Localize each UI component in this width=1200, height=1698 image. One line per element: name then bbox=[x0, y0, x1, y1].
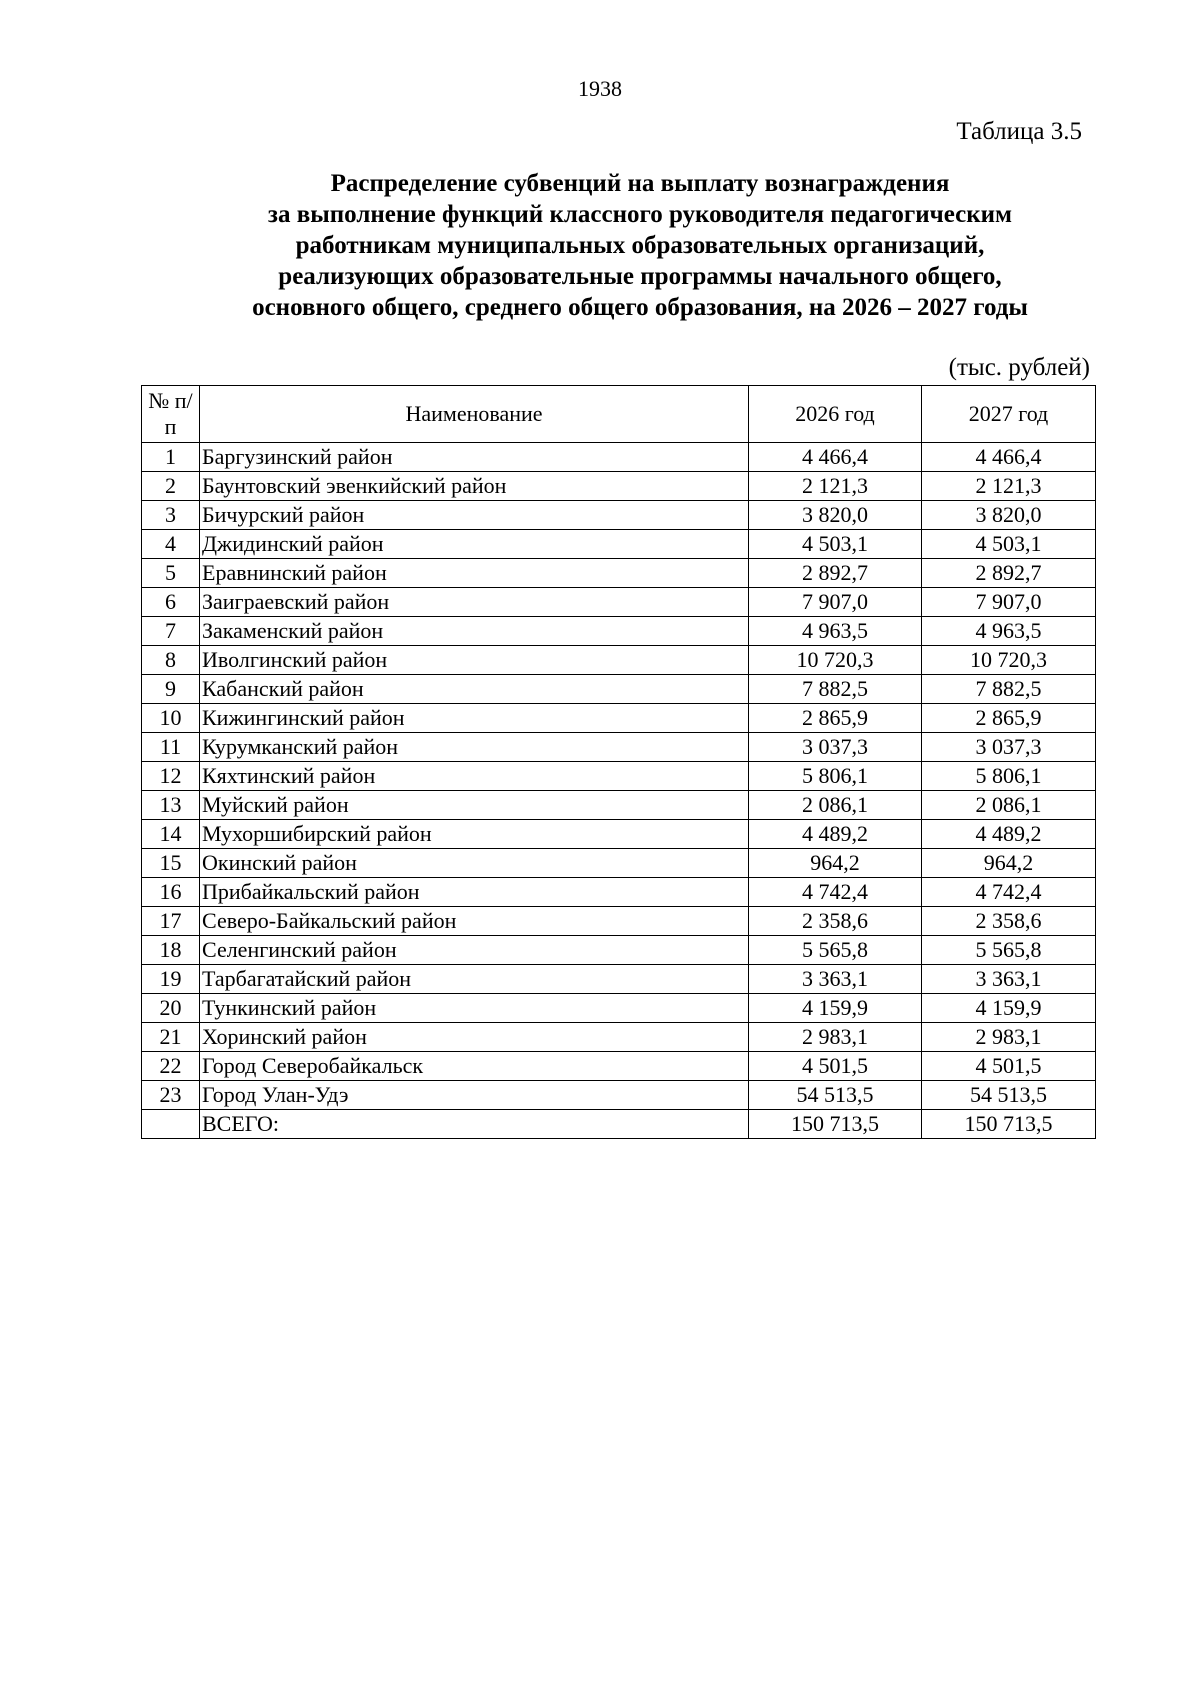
row-name: Селенгинский район bbox=[200, 936, 749, 965]
title-line: основного общего, среднего общего образования, на 2026 – 2027 годы bbox=[252, 294, 1028, 321]
row-value-2026: 10 720,3 bbox=[749, 646, 922, 675]
row-number: 18 bbox=[142, 936, 200, 965]
row-name: Курумканский район bbox=[200, 733, 749, 762]
row-value-2027: 4 466,4 bbox=[922, 443, 1096, 472]
row-number: 21 bbox=[142, 1023, 200, 1052]
row-name: Джидинский район bbox=[200, 530, 749, 559]
table-row bbox=[142, 849, 1096, 878]
table-row bbox=[142, 530, 1096, 559]
row-number: 7 bbox=[142, 617, 200, 646]
header-2026: 2026 год bbox=[749, 386, 922, 443]
row-name: Еравнинский район bbox=[200, 559, 749, 588]
title-line: Распределение субвенций на выплату вознаграждения bbox=[330, 170, 950, 197]
row-value-2027: 2 358,6 bbox=[922, 907, 1096, 936]
row-value-2027: 2 892,7 bbox=[922, 559, 1096, 588]
total-value-2026: 150 713,5 bbox=[749, 1110, 922, 1139]
table-row bbox=[142, 994, 1096, 1023]
row-value-2027: 3 037,3 bbox=[922, 733, 1096, 762]
row-value-2027: 3 363,1 bbox=[922, 965, 1096, 994]
row-value-2026: 7 882,5 bbox=[749, 675, 922, 704]
row-value-2026: 2 865,9 bbox=[749, 704, 922, 733]
row-name: Кижингинский район bbox=[200, 704, 749, 733]
row-value-2027: 4 489,2 bbox=[922, 820, 1096, 849]
table-row bbox=[142, 646, 1096, 675]
row-number: 10 bbox=[142, 704, 200, 733]
row-value-2026: 4 466,4 bbox=[749, 443, 922, 472]
header-num: № п/п bbox=[142, 386, 200, 443]
table-row bbox=[142, 762, 1096, 791]
row-number: 4 bbox=[142, 530, 200, 559]
row-value-2027: 7 907,0 bbox=[922, 588, 1096, 617]
row-number: 15 bbox=[142, 849, 200, 878]
row-name: Хоринский район bbox=[200, 1023, 749, 1052]
row-number: 9 bbox=[142, 675, 200, 704]
row-value-2027: 2 086,1 bbox=[922, 791, 1096, 820]
row-value-2027: 5 565,8 bbox=[922, 936, 1096, 965]
row-number: 1 bbox=[142, 443, 200, 472]
row-value-2026: 2 983,1 bbox=[749, 1023, 922, 1052]
header-2027: 2027 год bbox=[922, 386, 1096, 443]
table-row bbox=[142, 791, 1096, 820]
table-row bbox=[142, 1052, 1096, 1081]
row-value-2027: 964,2 bbox=[922, 849, 1096, 878]
row-number: 19 bbox=[142, 965, 200, 994]
row-value-2026: 4 963,5 bbox=[749, 617, 922, 646]
row-value-2026: 2 121,3 bbox=[749, 472, 922, 501]
total-value-2027: 150 713,5 bbox=[922, 1110, 1096, 1139]
total-label: ВСЕГО: bbox=[200, 1110, 749, 1139]
table-row bbox=[142, 675, 1096, 704]
row-name: Кабанский район bbox=[200, 675, 749, 704]
row-value-2027: 3 820,0 bbox=[922, 501, 1096, 530]
row-value-2027: 4 503,1 bbox=[922, 530, 1096, 559]
row-value-2027: 2 865,9 bbox=[922, 704, 1096, 733]
table-row bbox=[142, 733, 1096, 762]
row-name: Мухоршибирский район bbox=[200, 820, 749, 849]
row-number: 11 bbox=[142, 733, 200, 762]
row-name: Город Северобайкальск bbox=[200, 1052, 749, 1081]
row-name: Баргузинский район bbox=[200, 443, 749, 472]
row-name: Иволгинский район bbox=[200, 646, 749, 675]
table-row bbox=[142, 559, 1096, 588]
row-number: 16 bbox=[142, 878, 200, 907]
row-value-2026: 4 503,1 bbox=[749, 530, 922, 559]
row-value-2026: 54 513,5 bbox=[749, 1081, 922, 1110]
row-value-2026: 4 742,4 bbox=[749, 878, 922, 907]
row-name: Прибайкальский район bbox=[200, 878, 749, 907]
row-value-2026: 964,2 bbox=[749, 849, 922, 878]
table-row bbox=[142, 936, 1096, 965]
table-header-row bbox=[142, 386, 1096, 443]
row-value-2027: 5 806,1 bbox=[922, 762, 1096, 791]
row-value-2027: 54 513,5 bbox=[922, 1081, 1096, 1110]
row-name: Окинский район bbox=[200, 849, 749, 878]
row-number: 12 bbox=[142, 762, 200, 791]
row-number: 3 bbox=[142, 501, 200, 530]
row-value-2027: 2 983,1 bbox=[922, 1023, 1096, 1052]
row-value-2026: 3 037,3 bbox=[749, 733, 922, 762]
row-name: Кяхтинский район bbox=[200, 762, 749, 791]
row-number: 6 bbox=[142, 588, 200, 617]
row-number: 14 bbox=[142, 820, 200, 849]
row-number: 13 bbox=[142, 791, 200, 820]
row-number: 22 bbox=[142, 1052, 200, 1081]
row-value-2026: 7 907,0 bbox=[749, 588, 922, 617]
table-row bbox=[142, 704, 1096, 733]
row-value-2026: 2 892,7 bbox=[749, 559, 922, 588]
row-name: Тункинский район bbox=[200, 994, 749, 1023]
page-number: 1938 bbox=[578, 76, 622, 101]
row-value-2027: 4 159,9 bbox=[922, 994, 1096, 1023]
row-name: Муйский район bbox=[200, 791, 749, 820]
row-number: 5 bbox=[142, 559, 200, 588]
title-line: реализующих образовательные программы начального общего, bbox=[278, 263, 1002, 290]
row-value-2026: 5 565,8 bbox=[749, 936, 922, 965]
table-row bbox=[142, 588, 1096, 617]
table-total-row bbox=[142, 1110, 1096, 1139]
row-name: Северо-Байкальский район bbox=[200, 907, 749, 936]
row-value-2026: 5 806,1 bbox=[749, 762, 922, 791]
table-row bbox=[142, 965, 1096, 994]
document-title bbox=[180, 168, 1100, 323]
row-name: Закаменский район bbox=[200, 617, 749, 646]
table-row bbox=[142, 820, 1096, 849]
header-name: Наименование bbox=[200, 386, 749, 443]
table-row bbox=[142, 501, 1096, 530]
title-line: за выполнение функций классного руководителя педагогическим bbox=[267, 201, 1013, 228]
row-name: Тарбагатайский район bbox=[200, 965, 749, 994]
table-row bbox=[142, 1081, 1096, 1110]
row-number: 8 bbox=[142, 646, 200, 675]
row-value-2026: 3 820,0 bbox=[749, 501, 922, 530]
row-value-2027: 4 742,4 bbox=[922, 878, 1096, 907]
subsidy-table bbox=[141, 385, 1096, 1139]
row-number: 17 bbox=[142, 907, 200, 936]
row-name: Бичурский район bbox=[200, 501, 749, 530]
table-row bbox=[142, 1023, 1096, 1052]
row-number: 20 bbox=[142, 994, 200, 1023]
table-label: Таблица 3.5 bbox=[956, 118, 1082, 145]
table-row bbox=[142, 907, 1096, 936]
table-body bbox=[142, 443, 1096, 1139]
row-value-2027: 7 882,5 bbox=[922, 675, 1096, 704]
row-name: Город Улан-Удэ bbox=[200, 1081, 749, 1110]
row-value-2026: 4 489,2 bbox=[749, 820, 922, 849]
title-line: работникам муниципальных образовательных организаций, bbox=[295, 232, 985, 259]
row-value-2026: 2 358,6 bbox=[749, 907, 922, 936]
row-name: Заиграевский район bbox=[200, 588, 749, 617]
table-row bbox=[142, 443, 1096, 472]
row-name: Баунтовский эвенкийский район bbox=[200, 472, 749, 501]
row-value-2026: 4 501,5 bbox=[749, 1052, 922, 1081]
table-row bbox=[142, 472, 1096, 501]
total-number bbox=[142, 1110, 200, 1139]
row-value-2027: 10 720,3 bbox=[922, 646, 1096, 675]
row-value-2026: 3 363,1 bbox=[749, 965, 922, 994]
row-value-2027: 4 501,5 bbox=[922, 1052, 1096, 1081]
row-value-2027: 2 121,3 bbox=[922, 472, 1096, 501]
row-number: 23 bbox=[142, 1081, 200, 1110]
table-row bbox=[142, 878, 1096, 907]
row-value-2027: 4 963,5 bbox=[922, 617, 1096, 646]
table-row bbox=[142, 617, 1096, 646]
row-number: 2 bbox=[142, 472, 200, 501]
row-value-2026: 4 159,9 bbox=[749, 994, 922, 1023]
units-label: (тыс. рублей) bbox=[948, 354, 1090, 381]
row-value-2026: 2 086,1 bbox=[749, 791, 922, 820]
